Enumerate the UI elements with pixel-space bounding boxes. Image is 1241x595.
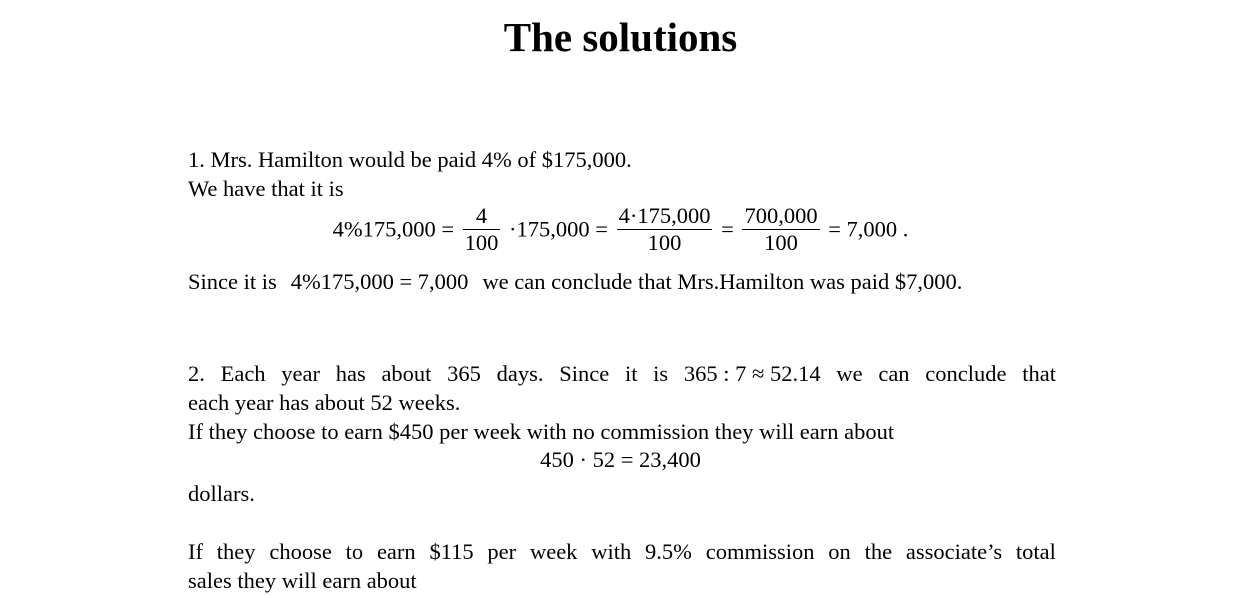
eq-middle: ·175,000 =: [509, 216, 608, 242]
fraction-numerator: 700,000: [744, 203, 818, 228]
problem2-line6: sales they will earn about: [188, 568, 417, 593]
word: associate’s: [905, 539, 1003, 564]
fraction-4-over-100: [463, 203, 501, 256]
conclusion-text-a: Since it is: [188, 269, 277, 294]
problem1-equation: [0, 203, 1241, 256]
word: year: [281, 361, 320, 386]
word: days.: [496, 361, 544, 386]
eq-lhs: 4%175,000 =: [332, 216, 455, 242]
word: Since: [559, 361, 610, 386]
word: total: [1015, 539, 1056, 564]
fraction-700000-over-100: [742, 203, 819, 256]
word: choose: [269, 539, 332, 564]
word: 9.5%: [645, 539, 692, 564]
word: conclude: [925, 361, 1007, 386]
problem2-line1: [188, 359, 1056, 388]
word: Each: [220, 361, 266, 386]
word: with: [591, 539, 632, 564]
page-title: The solutions: [503, 14, 738, 60]
word: has: [335, 361, 366, 386]
fraction-product-over-100: [617, 203, 713, 256]
fraction-numerator: 4·175,000: [618, 203, 711, 228]
word: we: [836, 361, 863, 386]
eq-equals: =: [721, 216, 734, 242]
problem1-intro: We have that it is: [188, 176, 344, 201]
problem1-statement: 1. Mrs. Hamilton would be paid 4% of $175,000.: [188, 147, 632, 172]
problem1-conclusion: [188, 267, 1056, 296]
word: to: [345, 539, 364, 564]
conclusion-text-b: we can conclude that Mrs.Hamilton was paid $7,000.: [482, 269, 963, 294]
word: $115: [429, 539, 474, 564]
word: the: [864, 539, 893, 564]
word: about: [381, 361, 432, 386]
fraction-denominator: 100: [764, 230, 798, 255]
word: 365 : 7 ≈ 52.14: [683, 361, 821, 386]
eq-rhs: = 7,000 .: [828, 216, 909, 242]
conclusion-math: 4%175,000 = 7,000: [290, 269, 469, 294]
word: 365: [447, 361, 481, 386]
fraction-denominator: 100: [464, 230, 499, 255]
word: is: [653, 361, 669, 386]
word: that: [1022, 361, 1056, 386]
fraction-denominator: 100: [647, 230, 682, 255]
word: week: [529, 539, 578, 564]
fraction-numerator: 4: [475, 203, 488, 228]
word: it: [624, 361, 638, 386]
word: per: [487, 539, 517, 564]
word: commission: [705, 539, 815, 564]
word: on: [828, 539, 851, 564]
word: they: [216, 539, 256, 564]
problem2-line3: If they choose to earn $450 per week with no commission they will earn about: [188, 419, 895, 444]
problem2-line4: dollars.: [188, 481, 255, 506]
word: 2.: [188, 361, 205, 386]
word: earn: [376, 539, 416, 564]
word: If: [188, 539, 203, 564]
problem2-equation: 450 · 52 = 23,400: [540, 447, 701, 472]
problem2-line2: each year has about 52 weeks.: [188, 390, 461, 415]
word: can: [878, 361, 910, 386]
problem2-line5: [188, 537, 1056, 566]
